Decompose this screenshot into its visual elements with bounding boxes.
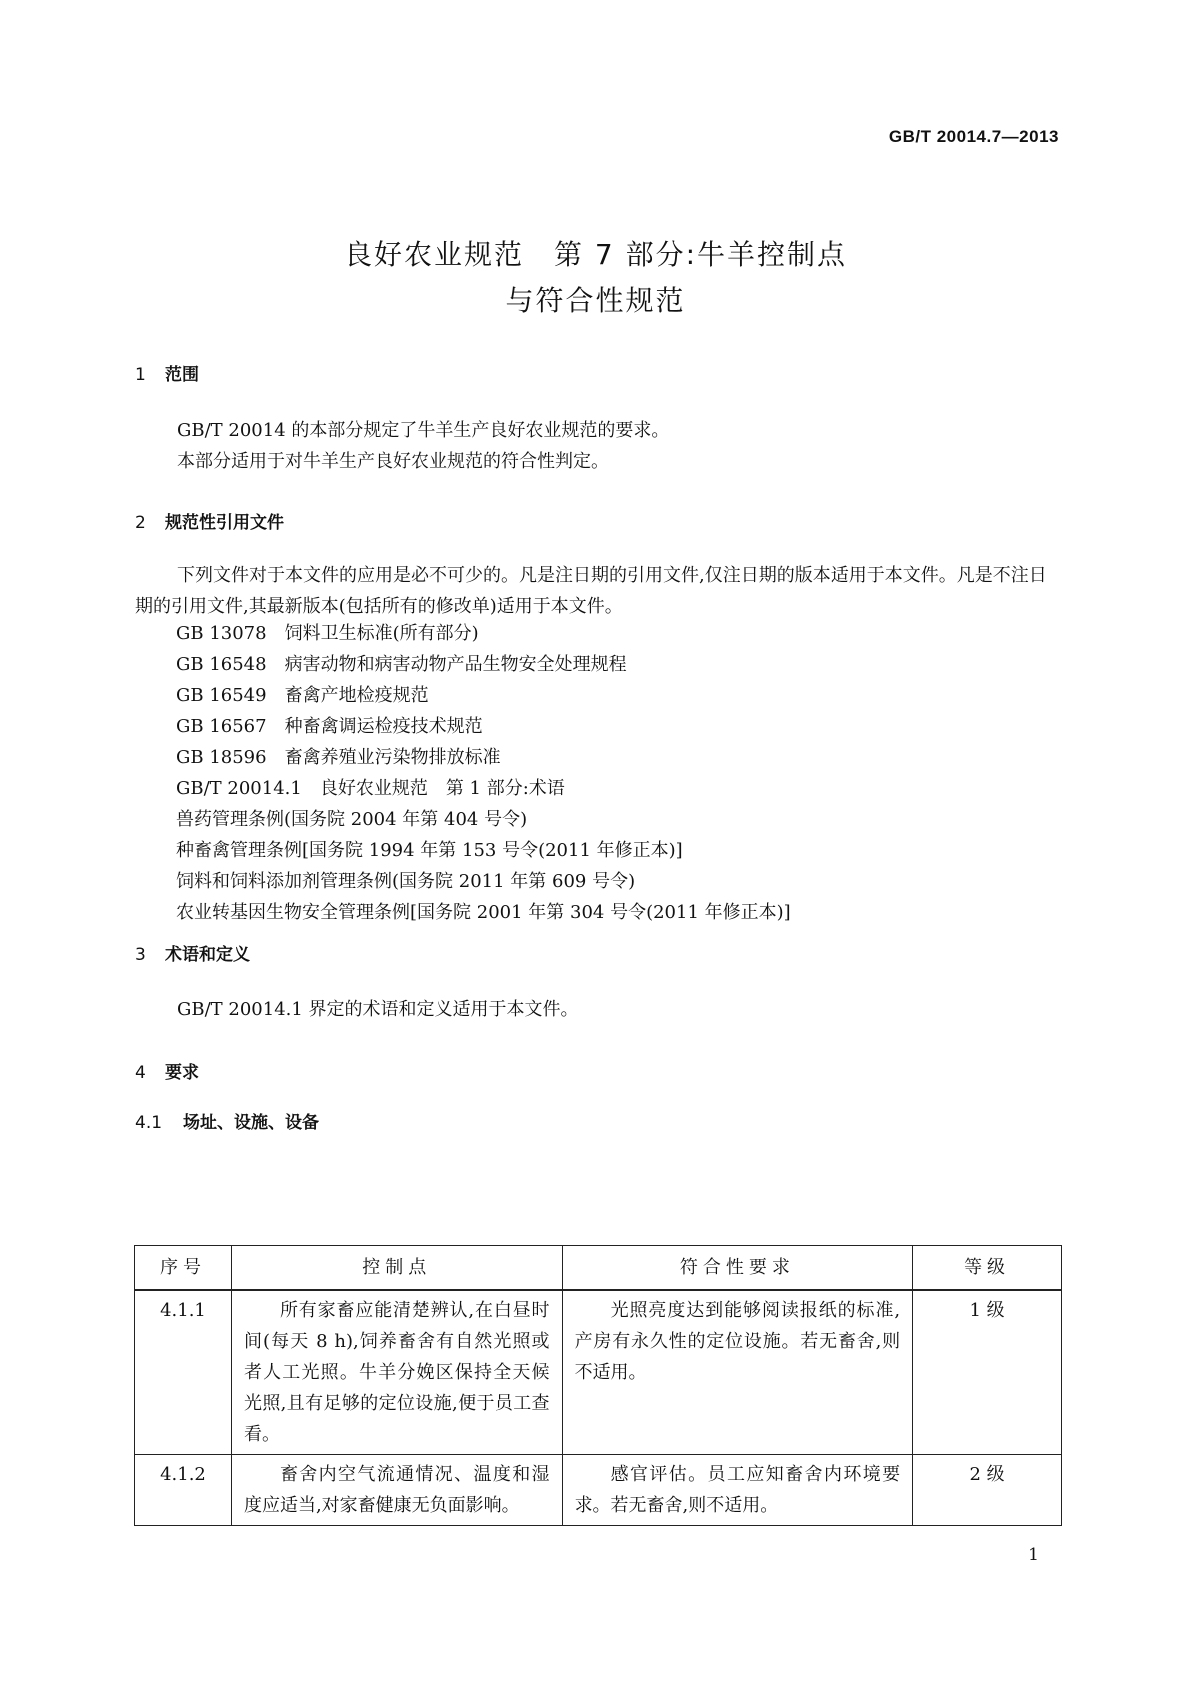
row-level: 1 级 [913, 1290, 1062, 1455]
reference-item: 兽药管理条例(国务院 2004 年第 404 号令) [176, 809, 528, 830]
page-number: 1 [1028, 1545, 1039, 1565]
paragraph: GB/T 20014 的本部分规定了牛羊生产良好农业规范的要求。 [177, 420, 670, 441]
subsection-title: 场址、设施、设备 [183, 1113, 319, 1133]
requirements-table [134, 1245, 1062, 1526]
reference-item: 饲料和饲料添加剂管理条例(国务院 2011 年第 609 号令) [176, 871, 636, 892]
reference-list [176, 618, 791, 928]
reference-item: GB 16567 种畜禽调运检疫技术规范 [176, 716, 483, 737]
column-header-control-point: 控制点 [231, 1246, 562, 1291]
row-compliance: 光照亮度达到能够阅读报纸的标准,产房有永久性的定位设施。若无畜舍,则不适用。 [562, 1290, 913, 1455]
section-title: 术语和定义 [165, 945, 250, 965]
section-4-heading [135, 1058, 199, 1083]
table-header-row [135, 1246, 1062, 1291]
section-number: 3 [135, 945, 146, 965]
column-header-compliance: 符合性要求 [562, 1246, 913, 1291]
section-1-heading [135, 360, 199, 385]
subsection-4-1-heading [135, 1108, 319, 1133]
table-row [135, 1455, 1062, 1526]
section-title: 要求 [165, 1063, 199, 1083]
paragraph: 本部分适用于对牛羊生产良好农业规范的符合性判定。 [177, 451, 609, 472]
row-compliance: 感官评估。员工应知畜舍内环境要求。若无畜舍,则不适用。 [562, 1455, 913, 1526]
column-header-level: 等级 [913, 1246, 1062, 1291]
reference-item: GB 18596 畜禽养殖业污染物排放标准 [176, 747, 501, 768]
title-line-1: 良好农业规范 第 7 部分:牛羊控制点 [343, 238, 848, 271]
section-3-body: GB/T 20014.1 界定的术语和定义适用于本文件。 [177, 999, 579, 1020]
section-title: 范围 [165, 365, 199, 385]
section-1-body [135, 415, 1061, 477]
section-2-heading [135, 508, 284, 533]
section-2-intro: 下列文件对于本文件的应用是必不可少的。凡是注日期的引用文件,仅注日期的版本适用于本文件。凡是不注日期的引用文件,其最新版本(包括所有的修改单)适用于本文件。 [135, 565, 1047, 617]
title-line-2: 与符合性规范 [505, 284, 686, 317]
reference-item: GB/T 20014.1 良好农业规范 第 1 部分:术语 [176, 778, 565, 799]
row-id: 4.1.2 [135, 1455, 232, 1526]
subsection-number: 4.1 [135, 1113, 163, 1133]
section-number: 4 [135, 1063, 146, 1083]
reference-item: 农业转基因生物安全管理条例[国务院 2001 年第 304 号令(2011 年修正本)] [176, 902, 791, 923]
reference-item: GB 13078 饲料卫生标准(所有部分) [176, 623, 479, 644]
table-row [135, 1290, 1062, 1455]
row-level: 2 级 [913, 1455, 1062, 1526]
standard-code: GB/T 20014.7—2013 [888, 127, 1059, 146]
section-number: 2 [135, 513, 146, 533]
document-title [0, 232, 1191, 324]
reference-item: GB 16548 病害动物和病害动物产品生物安全处理规程 [176, 654, 627, 675]
section-3-heading [135, 940, 250, 965]
row-id: 4.1.1 [135, 1290, 232, 1455]
section-title: 规范性引用文件 [165, 513, 284, 533]
row-control-point: 所有家畜应能清楚辨认,在白昼时间(每天 8 h),饲养畜舍有自然光照或者人工光照。牛羊分娩区保持全天候光照,且有足够的定位设施,便于员工查看。 [231, 1290, 562, 1455]
reference-item: GB 16549 畜禽产地检疫规范 [176, 685, 429, 706]
section-number: 1 [135, 365, 146, 385]
row-control-point: 畜舍内空气流通情况、温度和湿度应适当,对家畜健康无负面影响。 [231, 1455, 562, 1526]
column-header-number: 序号 [135, 1246, 232, 1291]
reference-item: 种畜禽管理条例[国务院 1994 年第 153 号令(2011 年修正本)] [176, 840, 683, 861]
